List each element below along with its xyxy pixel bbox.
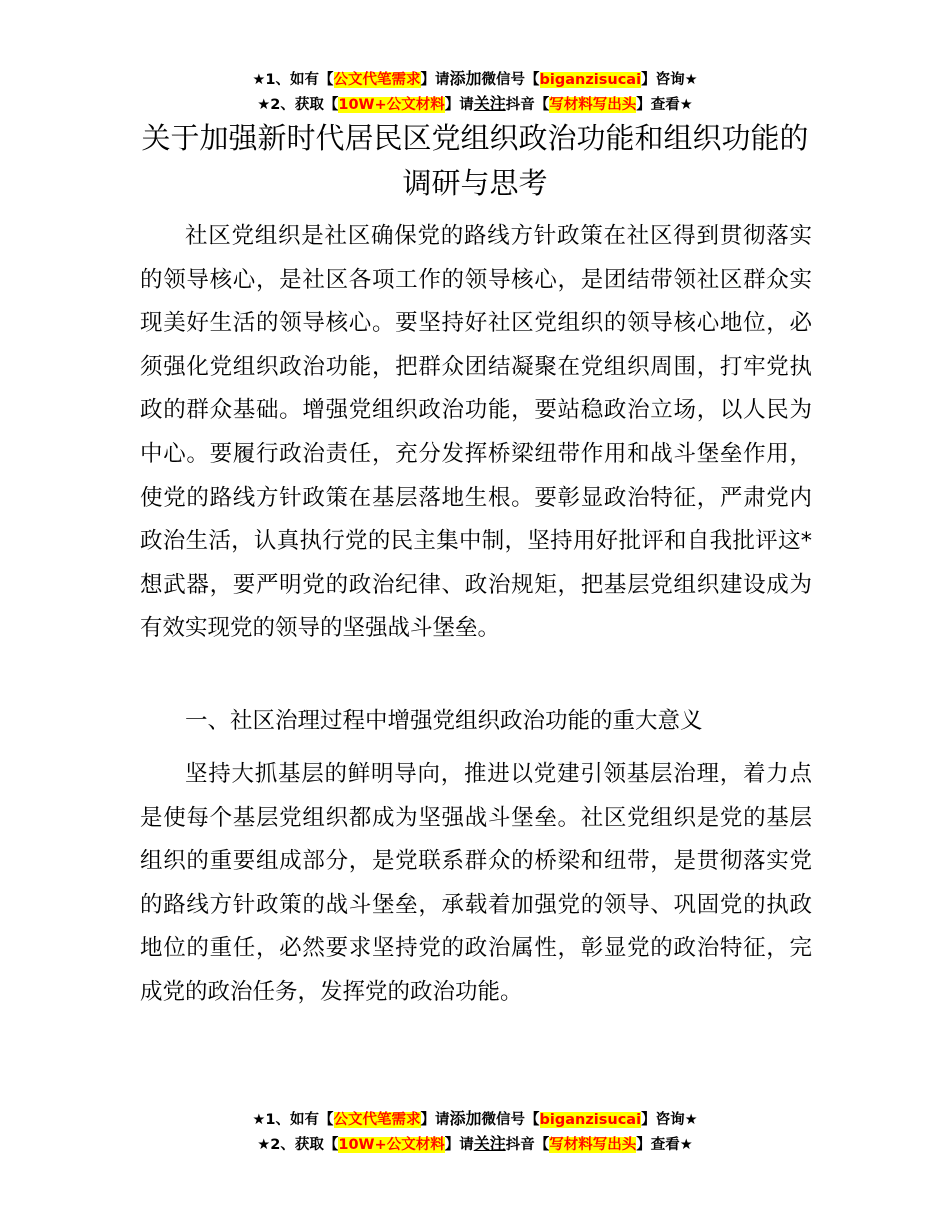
paragraph-intro: 社区党组织是社区确保党的路线方针政策在社区得到贯彻落实的领导核心，是社区各项工作的领导核心，是团结带领社区群众实现美好生活的领导核心。要坚持好社区党组织的领导核心地位，必须强化党组织政治功能，把群众团结凝聚在党组织周围，打牢党执政的群众基础。增强党组织政治功能，要站稳政治立场，以人民为中心。要履行政治责任，充分发挥桥梁纽带作用和战斗堡垒作用，使党的路线方针政策在基层落地生根。要彰显政治特征，严肃党内政治生活，认真执行党的民主集中制，坚持用好批评和自我批评这*想武器，要严明党的政治纪律、政治规矩，把基层党组织建设成为有效实现党的领导的坚强战斗堡垒。 — [140, 223, 812, 642]
document-title: 关于加强新时代居民区党组织政治功能和组织功能的调研与思考 — [141, 121, 809, 200]
highlight-materials: 10W+公文材料 — [338, 97, 445, 113]
highlight-service: 公文代笔需求 — [333, 1112, 421, 1128]
highlight-wechat-id: biganzisucai — [539, 72, 642, 88]
banner-line-2: ★2、获取【10W+公文材料】请关注抖音【写材料写出头】查看★ — [257, 1134, 693, 1153]
highlight-douyin-id: 写材料写出头 — [549, 1137, 637, 1153]
highlight-materials: 10W+公文材料 — [338, 1137, 445, 1153]
banner-line-1: ★1、如有【公文代笔需求】请添加微信号【biganzisucai】咨询★ — [252, 1109, 698, 1128]
highlight-service: 公文代笔需求 — [333, 72, 421, 88]
highlight-wechat-id: biganzisucai — [539, 1112, 642, 1128]
banner-line-1: ★1、如有【公文代笔需求】请添加微信号【biganzisucai】咨询★ — [252, 69, 698, 88]
banner-line-2: ★2、获取【10W+公文材料】请关注抖音【写材料写出头】查看★ — [257, 94, 693, 113]
header-banner — [0, 67, 950, 117]
highlight-douyin-id: 写材料写出头 — [549, 97, 637, 113]
paragraph-section-1: 坚持大抓基层的鲜明导向，推进以党建引领基层治理，着力点是使每个基层党组织都成为坚强战斗堡垒。社区党组织是党的基层组织的重要组成部分，是党联系群众的桥梁和纽带，是贯彻落实党的路线方针政策的战斗堡垒，承载着加强党的领导、巩固党的执政地位的重任，必然要求坚持党的政治属性，彰显党的政治特征，完成党的政治任务，发挥党的政治功能。 — [140, 761, 812, 1005]
section-heading: 一、社区治理过程中增强党组织政治功能的重大意义 — [185, 708, 703, 734]
footer-banner — [0, 1107, 950, 1157]
